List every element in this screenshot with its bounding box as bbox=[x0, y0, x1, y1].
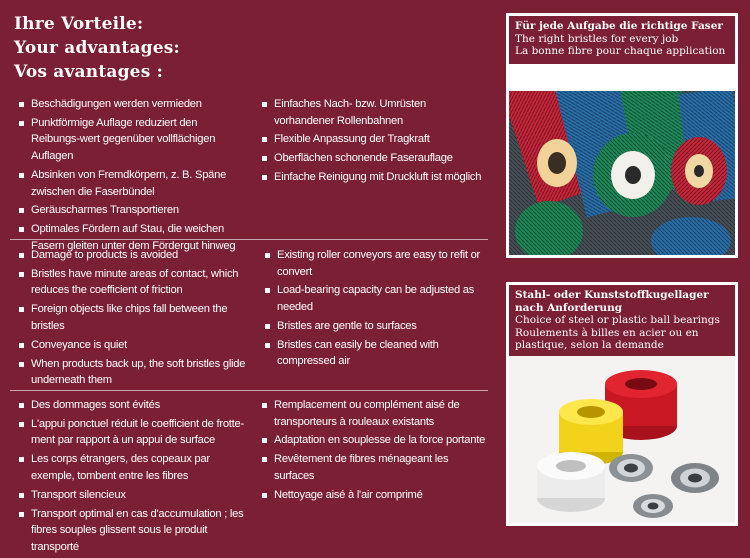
heading-english: Your advantages: bbox=[14, 38, 181, 58]
bristles-caption-fr: La bonne fibre pour chaque application bbox=[515, 45, 726, 57]
english-list-right bbox=[262, 247, 486, 372]
bristles-caption bbox=[509, 16, 735, 64]
english-list-left bbox=[16, 247, 248, 391]
steel-bearing bbox=[609, 454, 653, 482]
list-item: Flexible Anpassung der Tragkraft bbox=[259, 131, 485, 148]
bristles-panel bbox=[506, 13, 738, 258]
heading-french: Vos avantages : bbox=[14, 62, 164, 82]
list-item: Load-bearing capacity can be adjusted as needed bbox=[262, 282, 486, 315]
list-item: Foreign objects like chips fall between the bristles bbox=[16, 301, 248, 334]
section-divider bbox=[10, 239, 488, 240]
list-item: Optimales Fördern auf Stau, die weichen Fasern gleiten unter dem Fördergut hinweg bbox=[16, 221, 248, 254]
list-item: When products back up, the soft bristles glide underneath them bbox=[16, 356, 248, 389]
list-item: Les corps étrangers, des copeaux par exemple, tombent entre les fibres bbox=[16, 451, 250, 484]
list-item: Bristles have minute areas of contact, which reduces the coefficient of friction bbox=[16, 266, 248, 299]
headings-block bbox=[14, 12, 180, 84]
bristle-rollers-illustration bbox=[509, 91, 735, 255]
french-list-right bbox=[259, 397, 487, 506]
bearings-panel bbox=[506, 282, 738, 526]
french-list-left bbox=[16, 397, 250, 558]
german-list-right bbox=[259, 96, 485, 188]
list-item: Beschädigungen werden vermieden bbox=[16, 96, 248, 113]
list-item: Absinken von Fremdkörpern, z. B. Späne zwischen die Faserbündel bbox=[16, 167, 248, 200]
steel-bearing bbox=[671, 463, 719, 493]
list-item: Oberflächen schonende Faserauflage bbox=[259, 150, 485, 167]
heading-german: Ihre Vorteile: bbox=[14, 14, 144, 34]
list-item: L'appui ponctuel réduit le coefficient de frotte-ment par rapport à un appui de surface bbox=[16, 416, 250, 449]
list-item: Geräuscharmes Transportieren bbox=[16, 202, 248, 219]
list-item: Remplacement ou complément aisé de transporteurs à rouleaux existants bbox=[259, 397, 487, 430]
list-item: Einfache Reinigung mit Druckluft ist möglich bbox=[259, 169, 485, 186]
list-item: Transport silencieux bbox=[16, 487, 250, 504]
list-item: Conveyance is quiet bbox=[16, 337, 248, 354]
list-item: Existing roller conveyors are easy to refit or convert bbox=[262, 247, 486, 280]
bristle-rollers-photo bbox=[509, 91, 735, 255]
ball-bearings-illustration bbox=[509, 356, 735, 523]
list-item: Adaptation en souplesse de la force portante bbox=[259, 432, 487, 449]
bearings-caption-fr: Roulements à billes en acier ou en plastique, selon la demande bbox=[515, 326, 699, 351]
list-item: Bristles can easily be cleaned with compressed air bbox=[262, 337, 486, 370]
bearings-caption bbox=[509, 285, 735, 358]
list-item: Revêtement de fibres ménageant les surfaces bbox=[259, 451, 487, 484]
list-item: Transport optimal en cas d'accumulation ; les fibres souples glissent sous le produit transporté bbox=[16, 506, 250, 556]
list-item: Des dommages sont évités bbox=[16, 397, 250, 414]
list-item: Damage to products is avoided bbox=[16, 247, 248, 264]
list-item: Punktförmige Auflage reduziert den Reibungs-wert gegenüber vollflächigen Auflagen bbox=[16, 115, 248, 165]
bristles-caption-en: The right bristles for every job bbox=[515, 32, 679, 45]
list-item: Nettoyage aisé à l'air comprimé bbox=[259, 487, 487, 504]
bearings-caption-de: Stahl- oder Kunststoffkugellager nach Anforderung bbox=[515, 289, 709, 314]
ball-bearings-photo bbox=[509, 356, 735, 523]
list-item: Bristles are gentle to surfaces bbox=[262, 318, 486, 335]
bearings-caption-en: Choice of steel or plastic ball bearings bbox=[515, 314, 720, 326]
list-item: Einfaches Nach- bzw. Umrüsten vorhandener Rollenbahnen bbox=[259, 96, 485, 129]
steel-bearing bbox=[633, 494, 673, 518]
bristles-caption-de: Für jede Aufgabe die richtige Faser bbox=[515, 20, 723, 32]
german-list-left bbox=[16, 96, 248, 257]
section-divider bbox=[10, 390, 488, 391]
